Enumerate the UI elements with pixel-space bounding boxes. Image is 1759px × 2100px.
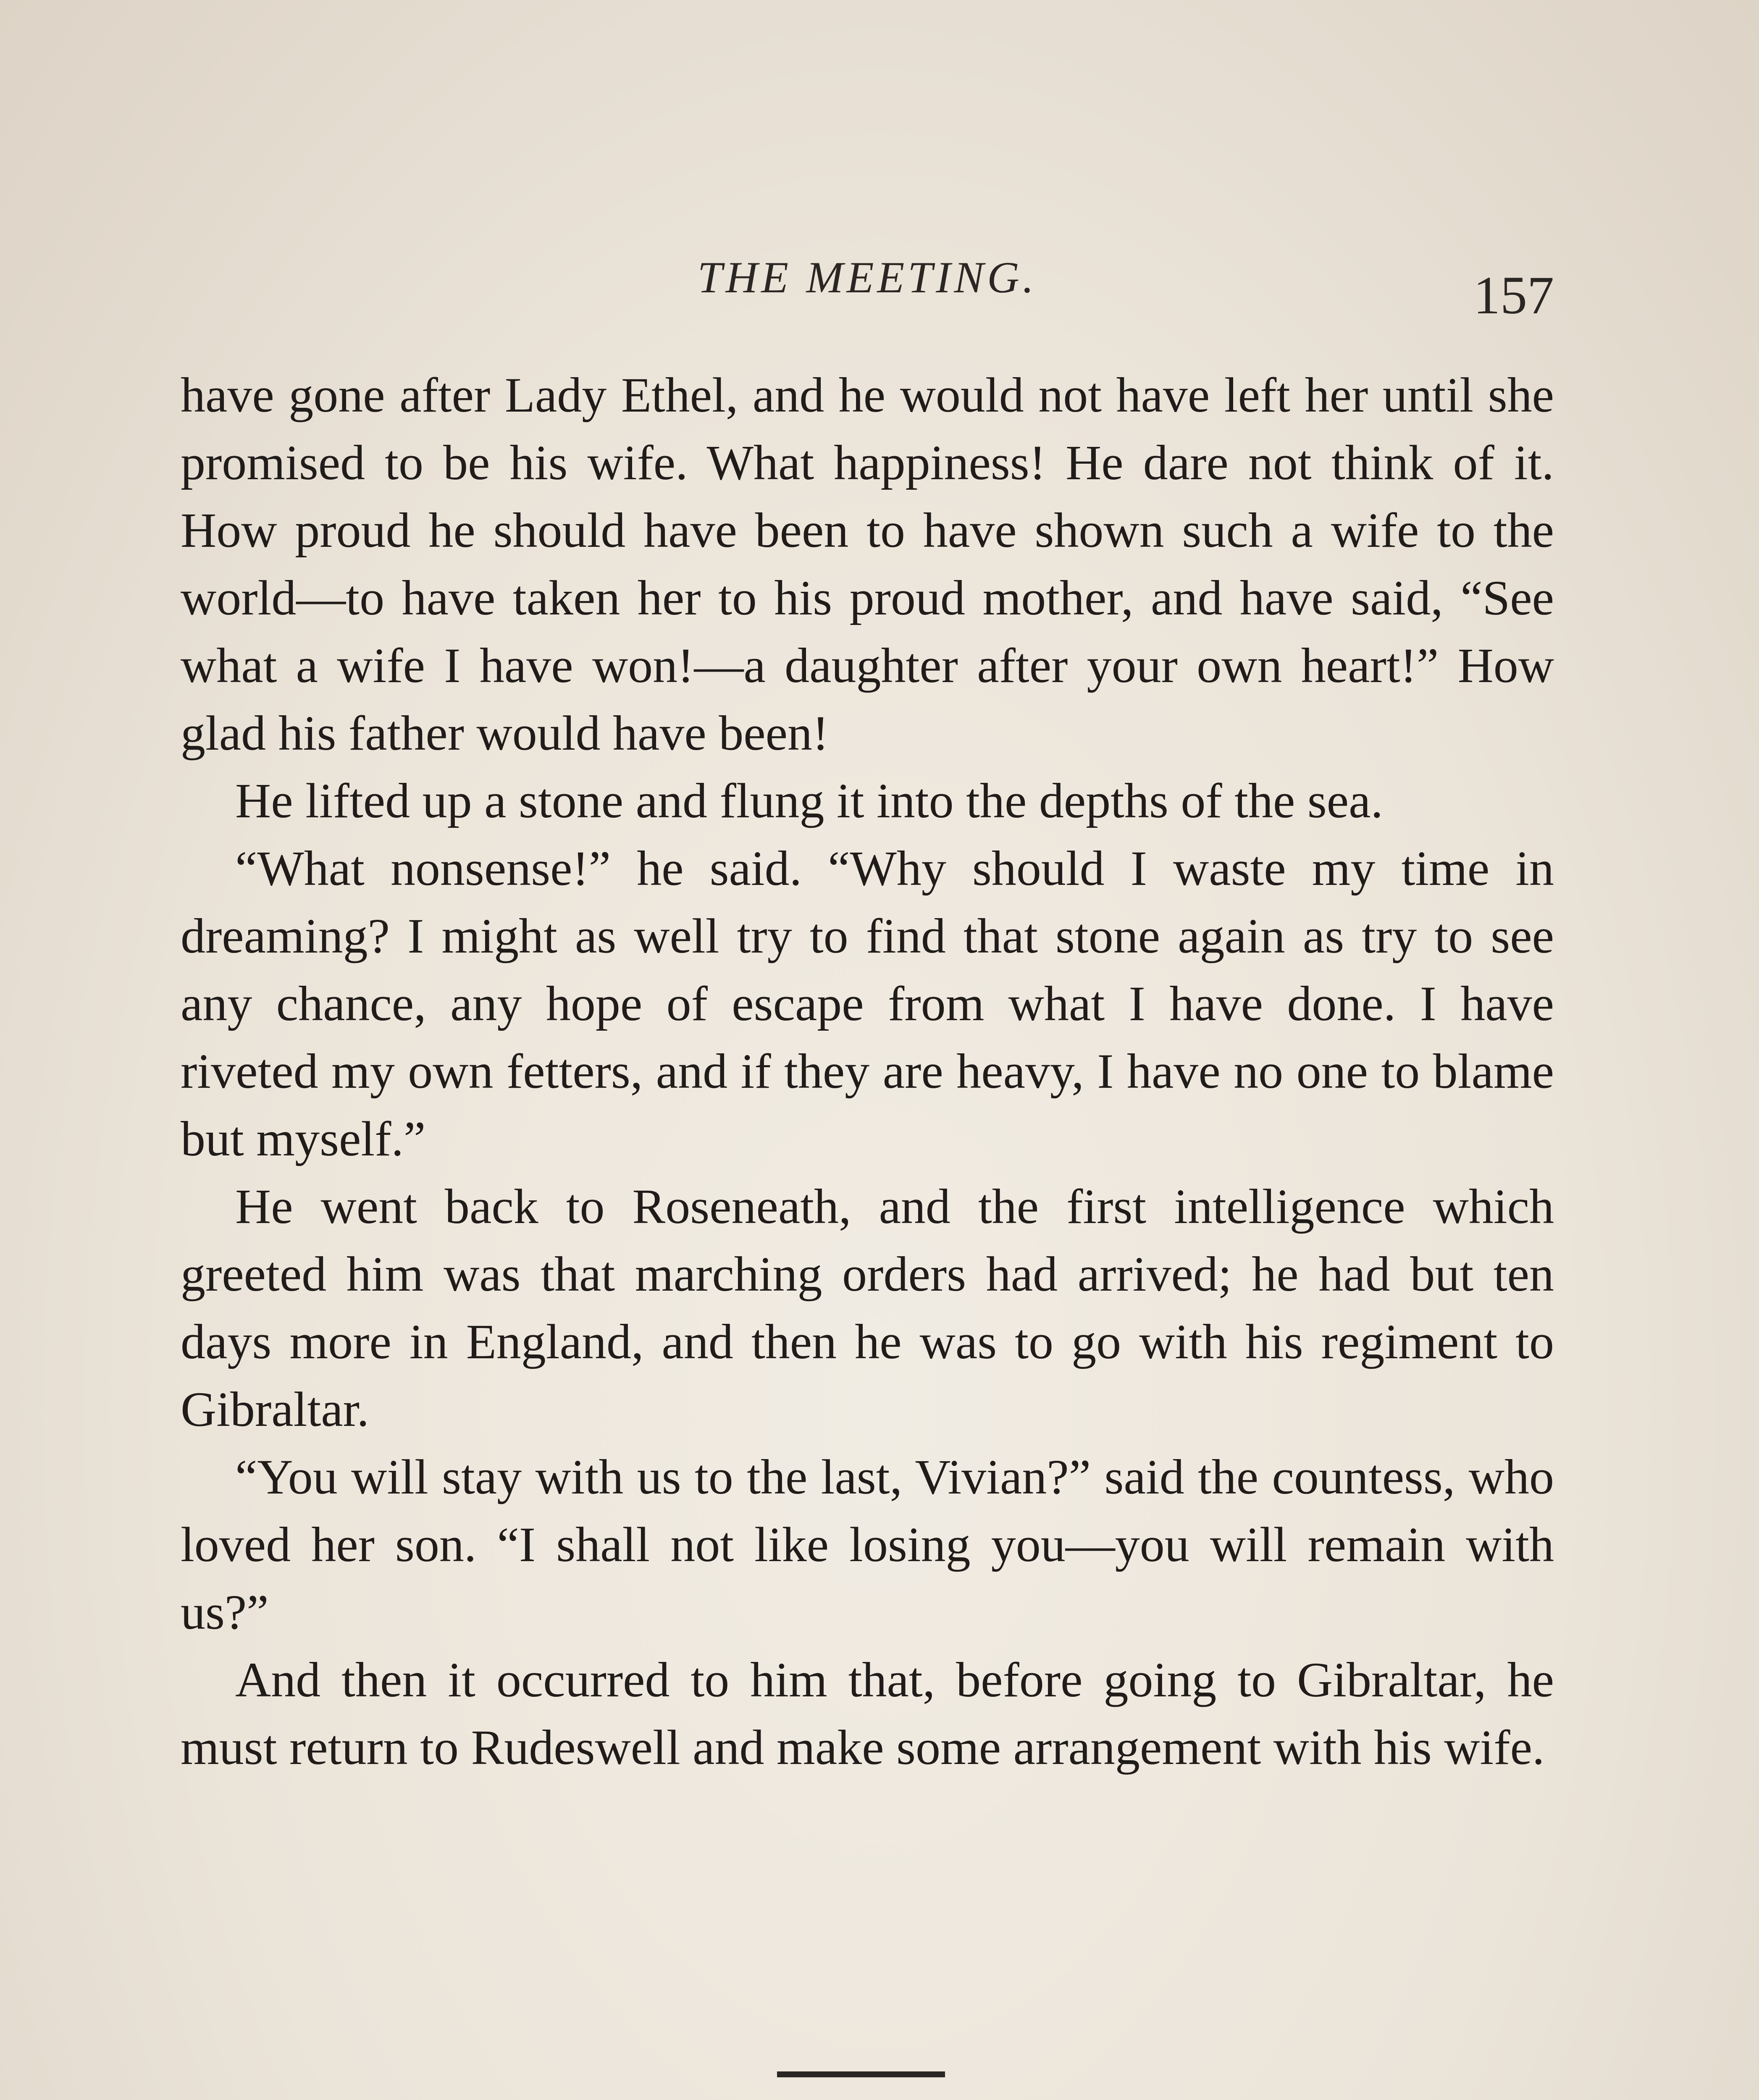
page-header (181, 252, 1554, 328)
paragraph: have gone after Lady Ethel, and he would not have left her until she promised to be his wife. What happiness! He dare not think of it. How proud he should have been to have shown such a wife to the world—to have taken her to his proud mother, and have said, “See what a wife I have won!—a daughter after your own heart!” How glad his father would have been! (181, 368, 1554, 761)
paragraph: He went back to Roseneath, and the first intelligence which greeted him was that marching orders had arrived; he had but ten days more in England, and then he was to go with his regiment to Gibraltar. (181, 1179, 1554, 1437)
paragraph: He lifted up a stone and flung it into the depths of the sea. (235, 773, 1384, 828)
paragraph: “What nonsense!” he said. “Why should I waste my time in dreaming? I might as well try to find that stone again as try to see any chance, any hope of escape from what I have done. I have riveted my own fetters, and if they are heavy, I have no one to blame but myself.” (181, 841, 1554, 1166)
paragraph: And then it occurred to him that, before going to Gibraltar, he must return to Rudeswell and make some arrangement with his wife. (181, 1652, 1554, 1775)
body-text (181, 361, 1554, 1781)
paragraph: “You will stay with us to the last, Vivian?” said the countess, who loved her son. “I shall not like losing you—you will remain with us?” (181, 1449, 1554, 1640)
section-divider (777, 2071, 945, 2077)
running-title: THE MEETING. (697, 253, 1037, 302)
page-number: 157 (1473, 265, 1554, 325)
